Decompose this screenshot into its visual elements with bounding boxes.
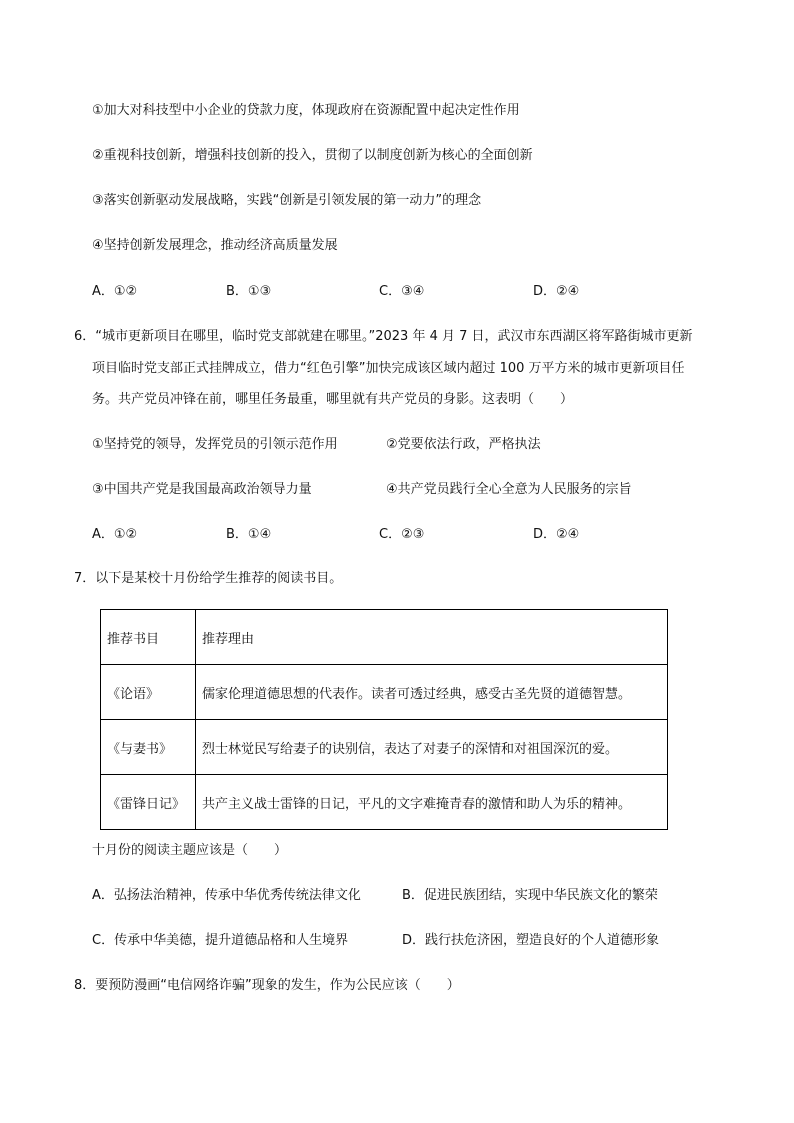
q8-stem: 8．要预防漫画“电信网络诈骗”现象的发生，作为公民应该（ ） [74, 978, 460, 993]
q6-stem-line-2: 项目临时党支部正式挂牌成立，借力“红色引擎”加快完成该区域内超过 100 万平方米的城市更新项目任 [92, 361, 685, 376]
table-header-reason: 推荐理由 [196, 610, 668, 665]
table-cell-reason: 烈士林觉民写给妻子的诀别信，表达了对妻子的深情和对祖国深沉的爱。 [196, 720, 668, 775]
q6-item-1: ①坚持党的领导，发挥党员的引领示范作用 [92, 437, 338, 452]
q5-option-b: B．①③ [226, 284, 272, 299]
q6-item-2: ②党要依法行政，严格执法 [386, 437, 541, 452]
reading-list-table [100, 609, 668, 830]
q7-option-b: B．促进民族团结，实现中华民族文化的繁荣 [402, 888, 658, 903]
table-row [101, 775, 668, 830]
q7-question: 十月份的阅读主题应该是（ ） [92, 843, 288, 858]
q5-option-c: C．③④ [379, 284, 425, 299]
table-cell-book: 《雷锋日记》 [101, 775, 196, 830]
table-header-row [101, 610, 668, 665]
q5-item-4: ④坚持创新发展理念，推动经济高质量发展 [92, 238, 338, 253]
table-row [101, 665, 668, 720]
q7-option-a: A．弘扬法治精神，传承中华优秀传统法律文化 [92, 888, 361, 903]
table-header-book: 推荐书目 [101, 610, 196, 665]
q6-option-b: B．①④ [226, 527, 272, 542]
table-cell-reason: 共产主义战士雷锋的日记，平凡的文字难掩青春的激情和助人为乐的精神。 [196, 775, 668, 830]
q6-option-d: D．②④ [533, 527, 580, 542]
table-row [101, 720, 668, 775]
q6-option-a: A．①② [92, 527, 138, 542]
q5-option-d: D．②④ [533, 284, 580, 299]
q6-stem-line-1: 6．“城市更新项目在哪里，临时党支部就建在哪里。”2023 年 4 月 7 日，武汉市东西湖区将军路街城市更新 [74, 329, 693, 344]
q7-stem: 7．以下是某校十月份给学生推荐的阅读书目。 [74, 571, 343, 586]
q6-option-c: C．②③ [379, 527, 425, 542]
q5-option-a: A．①② [92, 284, 138, 299]
q5-item-3: ③落实创新驱动发展战略，实践“创新是引领发展的第一动力”的理念 [92, 193, 482, 208]
q6-stem-line-3: 务。共产党员冲锋在前，哪里任务最重，哪里就有共产党员的身影。这表明（ ） [92, 392, 574, 407]
table-cell-book: 《论语》 [101, 665, 196, 720]
q6-item-3: ③中国共产党是我国最高政治领导力量 [92, 482, 312, 497]
table-cell-reason: 儒家伦理道德思想的代表作。读者可透过经典，感受古圣先贤的道德智慧。 [196, 665, 668, 720]
q5-item-1: ①加大对科技型中小企业的贷款力度，体现政府在资源配置中起决定性作用 [92, 103, 520, 118]
q7-option-c: C．传承中华美德，提升道德品格和人生境界 [92, 933, 349, 948]
q6-item-4: ④共产党员践行全心全意为人民服务的宗旨 [386, 482, 632, 497]
q7-option-d: D．践行扶危济困，塑造良好的个人道德形象 [402, 933, 660, 948]
q5-item-2: ②重视科技创新，增强科技创新的投入，贯彻了以制度创新为核心的全面创新 [92, 148, 533, 163]
table-cell-book: 《与妻书》 [101, 720, 196, 775]
